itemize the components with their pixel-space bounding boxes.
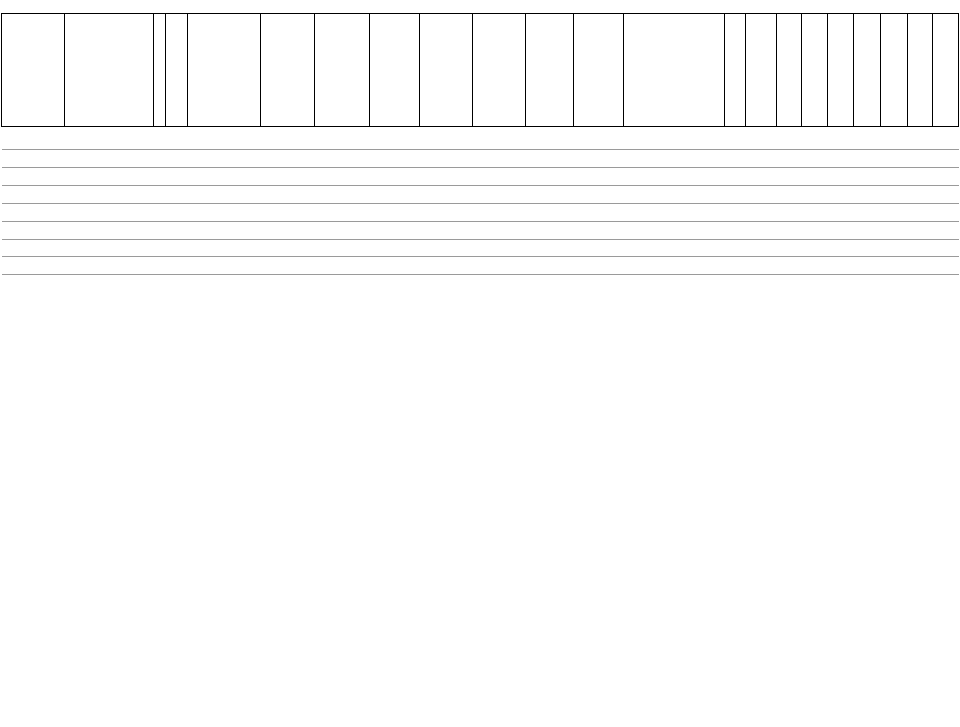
cell-hetfo (260, 257, 314, 275)
cell-garantalt-telefonszam (671, 221, 684, 239)
cell-fajta (154, 186, 166, 204)
post-office-table (1, 13, 959, 275)
cell-kedd (315, 168, 369, 186)
cell-csutortok (419, 132, 472, 150)
header-fajta (154, 14, 166, 127)
cell-csutortok (419, 239, 472, 257)
header-day-csutortok (419, 14, 472, 127)
header-day-hetfo (260, 14, 314, 127)
cell-kozelebbi-cim (188, 168, 260, 186)
cell-garantalt-telefonszam (671, 203, 684, 221)
header-day-pentek (472, 14, 525, 127)
header-mpl-futarszolgalat (907, 14, 933, 127)
cell-vasarnap (574, 132, 624, 150)
cell-e-ertiveveny (745, 186, 776, 204)
cell-garantalt-delutani (683, 257, 692, 275)
cell-telepules (2, 203, 65, 221)
table-row (2, 132, 959, 150)
cell-pentek (472, 203, 525, 221)
cell-e-ertiveveny (745, 239, 776, 257)
header-nyitvatartas (166, 14, 188, 127)
cell-kedd (315, 132, 369, 150)
table-body (2, 132, 959, 275)
cell-szolgaltatohely-nev (64, 150, 154, 168)
cell-fajta (154, 239, 166, 257)
cell-garantalt-szombati (692, 168, 721, 186)
cell-garantalt-telefonszam (671, 186, 684, 204)
cell-kedd (315, 221, 369, 239)
cell-hetfo (260, 132, 314, 150)
cell-telepules (2, 257, 65, 275)
cell-szolgaltatohely-nev (64, 257, 154, 275)
cell-garantalt-telefonszam (671, 257, 684, 275)
header-kozelebbi-cim (188, 14, 260, 127)
header-garantalt-szombati (881, 14, 908, 127)
table-row (2, 257, 959, 275)
cell-szerda (369, 132, 419, 150)
header-garantalt-telefonszam (827, 14, 854, 127)
cell-iranyitoszam (166, 221, 188, 239)
cell-ems-kezbesites (725, 186, 745, 204)
table-row (2, 221, 959, 239)
cell-iranyitoszam (166, 257, 188, 275)
cell-kozelebbi-cim (188, 221, 260, 239)
cell-ems-felvetel (660, 239, 671, 257)
cell-iranyitoszam (166, 239, 188, 257)
cell-e-ertiveveny-feladojegyzek-nelkul (776, 239, 802, 257)
page-title (0, 0, 960, 13)
cell-garantalt-delutani (683, 239, 692, 257)
cell-kedd (315, 257, 369, 275)
cell-iranyitoszam (166, 132, 188, 150)
cell-pentek (472, 221, 525, 239)
cell-szerda (369, 239, 419, 257)
cell-ems-felvetel (660, 132, 671, 150)
cell-pentek (472, 257, 525, 275)
header-csomag-felvetel (776, 14, 802, 127)
cell-ems-kezbesites (725, 168, 745, 186)
cell-garantalt-delutani (683, 203, 692, 221)
cell-szerda (369, 221, 419, 239)
cell-elso-napi-belyegzes (624, 186, 638, 204)
cell-csutortok (419, 168, 472, 186)
cell-szombat (526, 221, 574, 239)
cell-telepules (2, 150, 65, 168)
cell-poste-restante (638, 186, 650, 204)
cell-szombat (526, 132, 574, 150)
cell-csomag-felvetel (649, 168, 660, 186)
cell-kozelebbi-cim (188, 186, 260, 204)
cell-e-ertiveveny (745, 168, 776, 186)
cell-hetfo (260, 186, 314, 204)
cell-poste-restante (638, 150, 650, 168)
cell-vasarnap (574, 221, 624, 239)
cell-ems-kezbesites (725, 257, 745, 275)
header-day-kedd (315, 14, 369, 127)
cell-vasarnap (574, 168, 624, 186)
header-day-szombat (526, 14, 574, 127)
cell-poste-restante (638, 132, 650, 150)
cell-garantalt-telefonszam (671, 239, 684, 257)
cell-vasarnap (574, 186, 624, 204)
table-row (2, 239, 959, 257)
cell-szolgaltatohely-nev (64, 203, 154, 221)
cell-csomag-felvetel (649, 221, 660, 239)
cell-szombat (526, 150, 574, 168)
header-day-vasarnap (574, 14, 624, 127)
header-szolgaltatohely (64, 14, 154, 127)
cell-iranyitoszam (166, 168, 188, 186)
cell-garantalt-delutani (683, 168, 692, 186)
cell-elso-napi-belyegzes (624, 168, 638, 186)
cell-e-ertiveveny (745, 257, 776, 275)
cell-elso-napi-belyegzes (624, 150, 638, 168)
cell-telepules (2, 221, 65, 239)
cell-kedd (315, 150, 369, 168)
cell-ems-kezbesites (725, 132, 745, 150)
cell-szerda (369, 168, 419, 186)
header-ems-kezbesites (933, 14, 959, 127)
cell-szerda (369, 150, 419, 168)
cell-szombat (526, 186, 574, 204)
cell-ems-felvetel (660, 221, 671, 239)
cell-garantalt-delutani (683, 150, 692, 168)
cell-garantalt-szombati (692, 221, 721, 239)
header-telepules (2, 14, 65, 127)
cell-hetfo (260, 203, 314, 221)
header-ems-felvetel (802, 14, 828, 127)
cell-e-ertiveveny-feladojegyzek-nelkul (776, 203, 802, 221)
cell-kozelebbi-cim (188, 203, 260, 221)
cell-pentek (472, 186, 525, 204)
cell-iranyitoszam (166, 150, 188, 168)
header-elso-napi-belyegzes (725, 14, 745, 127)
cell-poste-restante (638, 221, 650, 239)
cell-hetfo (260, 239, 314, 257)
cell-garantalt-szombati (692, 132, 721, 150)
cell-ems-kezbesites (725, 221, 745, 239)
cell-telepules (2, 239, 65, 257)
cell-csutortok (419, 203, 472, 221)
cell-szolgaltatohely-nev (64, 221, 154, 239)
cell-poste-restante (638, 168, 650, 186)
cell-szombat (526, 239, 574, 257)
cell-csomag-felvetel (649, 150, 660, 168)
cell-e-ertiveveny-feladojegyzek-nelkul (776, 132, 802, 150)
cell-kedd (315, 203, 369, 221)
cell-elso-napi-belyegzes (624, 132, 638, 150)
cell-csomag-felvetel (649, 257, 660, 275)
cell-ems-kezbesites (725, 239, 745, 257)
cell-e-ertiveveny (745, 221, 776, 239)
table-row (2, 203, 959, 221)
cell-garantalt-delutani (683, 132, 692, 150)
table-row (2, 168, 959, 186)
cell-ems-felvetel (660, 168, 671, 186)
cell-csomag-felvetel (649, 203, 660, 221)
cell-szerda (369, 203, 419, 221)
cell-fajta (154, 132, 166, 150)
cell-fajta (154, 203, 166, 221)
cell-csutortok (419, 150, 472, 168)
cell-fajta (154, 257, 166, 275)
cell-garantalt-szombati (692, 203, 721, 221)
cell-fajta (154, 168, 166, 186)
cell-garantalt-telefonszam (671, 168, 684, 186)
cell-szolgaltatohely-nev (64, 239, 154, 257)
cell-ems-kezbesites (725, 150, 745, 168)
cell-vasarnap (574, 257, 624, 275)
header-spacer (624, 14, 725, 127)
cell-csomag-felvetel (649, 132, 660, 150)
cell-vasarnap (574, 203, 624, 221)
cell-garantalt-szombati (692, 239, 721, 257)
cell-kedd (315, 186, 369, 204)
cell-szerda (369, 257, 419, 275)
cell-fajta (154, 150, 166, 168)
cell-iranyitoszam (166, 203, 188, 221)
cell-csutortok (419, 186, 472, 204)
table-row (2, 150, 959, 168)
cell-iranyitoszam (166, 186, 188, 204)
cell-garantalt-delutani (683, 186, 692, 204)
cell-garantalt-telefonszam (671, 132, 684, 150)
cell-pentek (472, 168, 525, 186)
cell-ems-kezbesites (725, 203, 745, 221)
cell-garantalt-szombati (692, 257, 721, 275)
cell-vasarnap (574, 150, 624, 168)
cell-e-ertiveveny-feladojegyzek-nelkul (776, 221, 802, 239)
cell-garantalt-delutani (683, 221, 692, 239)
cell-poste-restante (638, 239, 650, 257)
cell-kozelebbi-cim (188, 132, 260, 150)
cell-szolgaltatohely-nev (64, 186, 154, 204)
cell-szolgaltatohely-nev (64, 168, 154, 186)
cell-e-ertiveveny-feladojegyzek-nelkul (776, 150, 802, 168)
cell-szombat (526, 203, 574, 221)
cell-garantalt-telefonszam (671, 150, 684, 168)
cell-e-ertiveveny-feladojegyzek-nelkul (776, 168, 802, 186)
cell-pentek (472, 239, 525, 257)
cell-szombat (526, 168, 574, 186)
cell-ems-felvetel (660, 257, 671, 275)
cell-poste-restante (638, 203, 650, 221)
cell-poste-restante (638, 257, 650, 275)
cell-telepules (2, 186, 65, 204)
cell-elso-napi-belyegzes (624, 257, 638, 275)
cell-szombat (526, 257, 574, 275)
cell-e-ertiveveny-feladojegyzek-nelkul (776, 257, 802, 275)
cell-szolgaltatohely-nev (64, 132, 154, 150)
cell-ems-felvetel (660, 203, 671, 221)
cell-fajta (154, 221, 166, 239)
header-garantalt-delutani (854, 14, 881, 127)
table-row (2, 186, 959, 204)
cell-csutortok (419, 257, 472, 275)
cell-elso-napi-belyegzes (624, 203, 638, 221)
cell-telepules (2, 168, 65, 186)
cell-ems-felvetel (660, 186, 671, 204)
cell-csomag-felvetel (649, 186, 660, 204)
cell-e-ertiveveny-feladojegyzek-nelkul (776, 186, 802, 204)
cell-telepules (2, 132, 65, 150)
cell-csomag-felvetel (649, 239, 660, 257)
cell-kozelebbi-cim (188, 257, 260, 275)
cell-hetfo (260, 221, 314, 239)
cell-kozelebbi-cim (188, 239, 260, 257)
cell-ems-felvetel (660, 150, 671, 168)
cell-kedd (315, 239, 369, 257)
cell-hetfo (260, 150, 314, 168)
cell-csutortok (419, 221, 472, 239)
cell-kozelebbi-cim (188, 150, 260, 168)
cell-e-ertiveveny (745, 203, 776, 221)
cell-pentek (472, 150, 525, 168)
header-day-szerda (369, 14, 419, 127)
cell-e-ertiveveny (745, 150, 776, 168)
cell-e-ertiveveny (745, 132, 776, 150)
cell-pentek (472, 132, 525, 150)
cell-vasarnap (574, 239, 624, 257)
cell-szerda (369, 186, 419, 204)
cell-garantalt-szombati (692, 150, 721, 168)
cell-garantalt-szombati (692, 186, 721, 204)
header-poste-restante (745, 14, 776, 127)
header-row (2, 14, 959, 127)
cell-elso-napi-belyegzes (624, 221, 638, 239)
cell-hetfo (260, 168, 314, 186)
cell-elso-napi-belyegzes (624, 239, 638, 257)
